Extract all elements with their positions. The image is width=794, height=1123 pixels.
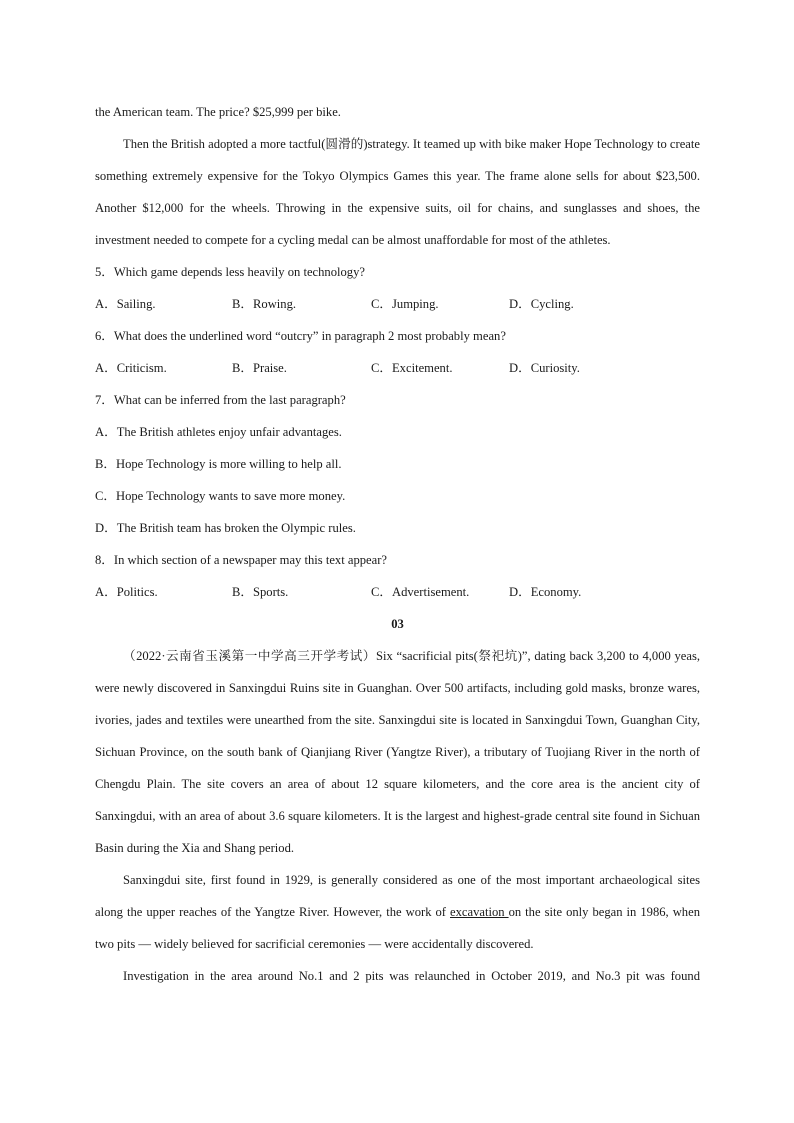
section-number: 03 [391,617,404,631]
option-d: D．Curiosity. [509,361,580,375]
option-d: D．The British team has broken the Olympic rules. [95,521,356,535]
option-b: B．Hope Technology is more willing to help all. [95,457,342,471]
question-stem: 8．In which section of a newspaper may this text appear? [95,553,388,567]
option-b: B．Rowing. [232,297,297,311]
option-a: A．Criticism. [95,361,167,375]
option-b: B．Sports. [232,585,289,599]
passage-paragraph: （2022·云南省玉溪第一中学高三开学考试）Six “sacrificial pits(祭祀坑)”, dating back 3,200 to 4,000 yeas, were newly discovered in Sanxingdui Ruins site in Guanghan. Over 500 artifacts, including gold masks, bronze wares, ivories, jades and textiles were unearthed from the site. Sanxingdui site is located in Sanxingdui Town, Guanghan City, Sichuan Province, on the south bank of Qianjiang River (Yangtze River), a tributary of Tuojiang River in the north of Chengdu Plain. The site covers an area of about 12 square kilometers, and the core area is the ancient city of Sanxingdui, with an area of about 3.6 square kilometers. It is the largest and highest-grade central site found in Sichuan Basin during the Xia and Shang period. [95,649,700,855]
option-c: C．Advertisement. [371,585,470,599]
passage-paragraph [95,864,700,960]
option-a: A．Politics. [95,585,158,599]
paragraph-text: Sanxingdui site, first found in 1929, is generally considered as one of the most important archaeological sites along the upper reaches of the Yangtze River. However, the work of [95,873,700,919]
passage-paragraph: Then the British adopted a more tactful(圆滑的)strategy. It teamed up with bike maker Hope Technology to create something extremely expensive for the Tokyo Olympics Games this year. The frame alone sells for about $23,500. Another $12,000 for the wheels. Throwing in the expensive suits, oil for chains, and sunglasses and shoes, the investment needed to compete for a cycling medal can be almost unaffordable for most of the athletes. [95,137,700,247]
passage-paragraph: Investigation in the area around No.1 and 2 pits was relaunched in October 2019, and No.3 pit was found [123,969,700,983]
answer-options [95,352,700,384]
question-stem: 5．Which game depends less heavily on technology? [95,265,365,279]
passage-line: the American team. The price? $25,999 per bike. [95,105,341,119]
question-stem: 6．What does the underlined word “outcry” in paragraph 2 most probably mean? [95,329,506,343]
option-c: C．Jumping. [371,297,439,311]
answer-options [95,288,700,320]
option-c: C．Excitement. [371,361,453,375]
option-a: A．Sailing. [95,297,156,311]
underlined-word: excavation [450,905,509,919]
option-d: D．Economy. [509,585,582,599]
option-a: A．The British athletes enjoy unfair advantages. [95,425,342,439]
paragraph-text: on the site only began in 1986, when two pits — widely believed for sacrificial ceremonies — were accidentally discovered. [95,905,700,951]
question-stem: 7．What can be inferred from the last paragraph? [95,393,346,407]
option-d: D．Cycling. [509,297,574,311]
option-c: C．Hope Technology wants to save more money. [95,489,346,503]
answer-options [95,576,700,608]
document-page [95,96,700,992]
option-b: B．Praise. [232,361,287,375]
